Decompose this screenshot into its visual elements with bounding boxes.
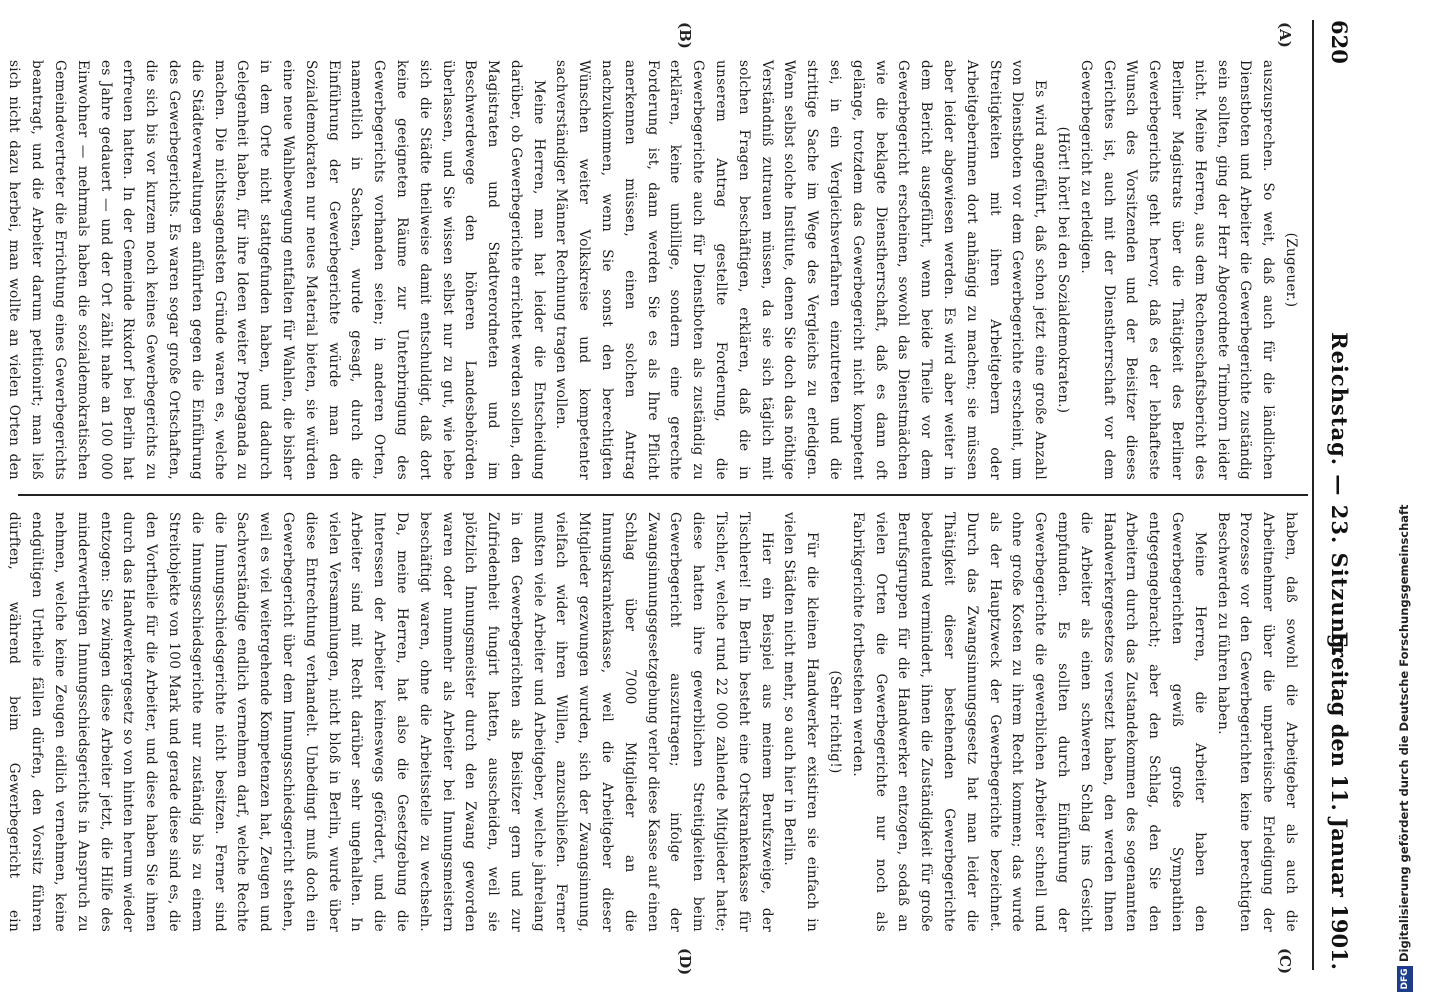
margin-letter-d: (D) [676,948,694,976]
page-number: 620 [1327,20,1352,64]
right-text-column [6,512,1302,932]
paragraph: Es wird angeführt, daß schon jetzt eine große Anzahl von Dienstboten vor dem Gewerbegerichte erscheint, um Streitigkeiten mit ihren Arbeitgebern oder Arbeitgeberinnen dort anhängig zu machen; sie müssen aber leider abgewiesen werden. Es wird aber weiter in dem Bericht ausgeführt, wenn beide Theile vor dem Gewerbegericht erscheinen, sowohl das Dienstmädchen wie die beklagte Dienstherrschaft, daß es dann oft gelänge, trotzdem das Gewerbegericht nicht kompetent sei, in ein Vergleichsverfahren einzutreten und die strittige Sache im Wege des Vergleichs zu erledigen. Wenn selbst solche Institute, denen Sie doch das nöthige Verständniß zutrauen müssen, da sie sich täglich mit solchen Fragen beschäftigen, erklären, daß die in unserem Antrag gestellte Forderung, die Gewerbegerichte auch für Dienstboten als zuständig zu erklären, keine unbillige, sondern eine gerechte Forderung ist, dann werden Sie es als Ihre Pflicht anerkennen müssen, einen solchen Antrag nachzukommen, wenn Sie sonst den berechtigten Wünschen weiter Volkskreise und kompetenter sachverständiger Männer Rechnung tragen wollen. [553,60,1049,480]
margin-letter-c: (C) [1276,948,1294,975]
page-header [1318,20,1354,970]
funding-footer [1377,0,1434,1000]
paragraph: haben, daß sowohl die Arbeitgeber als auch die Arbeitnehmer über die unparteiische Erledigung der Prozesse vor den Gewerbegerichten keine berechtigten Beschwerden zu führen haben. [1214,512,1299,932]
session-date: Freitag den 11. Januar 1901. [1327,631,1352,970]
speaker-name: (Zugeuer.) [1283,232,1299,308]
paragraph: Hier ein Beispiel aus meinem Berufszweige, der Tischlerei! In Berlin besteht eine Ortskrankenkasse für Tischler, welche rund 22 000 zahlende Mitglieder hatte; diese hatten ihre gewerblichen Streitigkeiten beim Gewerbegericht auszutragen; infolge der Zwangsinnungsgesetzgebung verlor diese Kasse auf einen Schlag über 7000 Mitglieder an die Innungskrankenkasse, weil die Arbeitgeber dieser Mitglieder gezwungen wurden, sich der Zwangsinnung, vielfach wider ihren Willen, anzuschließen. Ferner mußten viele Arbeiter und Arbeitgeber, welche jahrelang in den Gewerbegerichten als Beisitzer gern und zur Zufriedenheit fungirt hatten, ausscheiden, weil sie plötzlich Innungsmeister durch den Zwang geworden waren oder nunmehr als Arbeiter bei Innungsmeistern beschäftigt waren, ohne die Arbeitsstelle zu wechseln. Da, meine Herren, hat also die Gesetzgebung die Interessen der Arbeiter keineswegs gefördert, und die Arbeiter sind mit Recht darüber sehr ungehalten. In vielen Versammlungen, nicht bloß in Berlin, wurde über diese Entrechtung verhandelt. Unbedingt muß doch ein Gewerbegericht über dem Innungsschiedsgericht stehen, weil es viel weitergehende Kompetenzen hat, Zeugen und Sachverständige endlich vernehmen darf, welche Rechte die Innungsschiedsgerichte nicht besitzen. Ferner sind die Innungsschiedsgerichte nur zuständig bis zu einem Streitobjekte von 100 Mark und gerade diese sind es, die den Vortheile für die Arbeiter, und diese haben Sie ihnen durch das Handwerkergesetz so von hinten herum wieder entzogen: Sie zwingen diese Arbeiter jetzt, die Hilfe des minderwerthigen Innungsschiedsgerichts in Anspruch zu nehmen, welche keine Zeugen eidlich vernehmen, keine endgültigen Urtheile fällen dürfen, den Vorsitz führen dürften, während beim Gewerbegericht ein [6,512,775,932]
paragraph: Meine Herren, man hat leider die Entscheidung darüber, ob Gewerbegerichte errichtet werden sollen, den Magistraten und Stadtverordneten und im Beschwerdewege den höheren Landesbehörden überlassen, und Sie wissen selbst nur zu gut, wie lebe sich die Städte theilweise damit entschuldigt, daß dort keine geeigneten Räume zur Unterbringung des Gewerbegerichts vorhanden seien; in anderen Orten, namentlich in Sachsen, wurde gesagt, durch die Einführung der Gewerbegerichte würde man den Sozialdemokraten nur neues Material bieten, sie würden eine neue Wahlbewegung entfalten für Wahlen, die bisher in dem Orte nicht stattgefunden haben, und dadurch Gelegenheit haben, für ihre Ideen weiter Propaganda zu machen. Die nichtssagendsten Gründe waren es, welche die Städteverwaltungen anführten gegen die Einführung des Gewerbegerichts. Es waren sogar große Ortschaften, die sich bis vor kurzem noch keines Gewerbegerichts zu erfreuen hatten. In der Gemeinde Rixdorf bei Berlin hat es Jahre gedauert — und der Ort zählt nahe an 100 000 Einwohner — mehrmals haben die sozialdemokratischen Gemeindevertreter die Errichtung eines Gewerbegerichts beantragt, und die Arbeiter darum petitionirt; man ließ sich nicht dazu herbei, man wollte an vielen Orten den [6,60,547,480]
left-text-column [6,60,1302,480]
dfg-logo: DFG [1397,966,1413,992]
paragraph: Für die kleinen Handwerker existiren sie einfach in vielen Städten nicht mehr, so auch hier in Berlin. [781,512,821,932]
page-title: Reichstag. — 23. Sitzung. [1327,332,1352,658]
interjection: (Hört! hört! bei den Sozialdemokraten.) [1055,126,1072,414]
margin-letter-b: (B) [676,22,694,49]
funding-notice: Digitalisierung gefördert durch die Deutsche Forschungsgemeinschaft [1397,504,1411,962]
paragraph: Meine Herren, die Arbeiter haben den Gewerbegerichten gewiß große Sympathien entgegengebracht; aber den Schlag, den Sie den Arbeitern durch das Zustandekommen des sogenannten Handwerkergesetzes versetzt haben, den werden Ihnen die Arbeiter als einen schweren Schlag ins Gesicht empfunden. Es sollten durch Einführung der Gewerbegerichte die gewerblichen Arbeiter schnell und ohne große Kosten zu ihrem Recht kommen; das wurde als der Hauptzweck der Gewerbegerichte bezeichnet. Durch das Zwangsinnungsgesetz hat man leider die Thätigkeit dieser bestehenden Gewerbegerichte bedeutend vermindert, ihnen die Zuständigkeit für große Berufsgruppen für die Handwerker entzogen, sodaß an vielen Orten die Gewerbegerichte nur noch als Fabrikgerichte fortbestehen werden. [849,512,1208,932]
margin-letter-a: (A) [1276,22,1294,48]
header-rule [1312,20,1314,970]
column-divider [18,494,1308,496]
paragraph: auszusprechen. So weit, daß auch für die ländlichen Dienstboten und Arbeiter die Gewerbegerichte zuständig sein sollten, ging der Herr Abgeordnete Trimborn leider nicht. Meine Herren, aus dem Rechenschaftsbericht des Berliner Magistrats über die Thätigkeit des Berliner Gewerbegerichts geht hervor, daß es der lebhafteste Wunsch des Vorsitzenden und der Beisitzer dieses Gerichtes ist, auch mit der Dienstherrschaft vor dem Gewerbegericht zu erledigen. [1077,60,1277,480]
interjection: (Sehr richtig!) [827,670,844,774]
